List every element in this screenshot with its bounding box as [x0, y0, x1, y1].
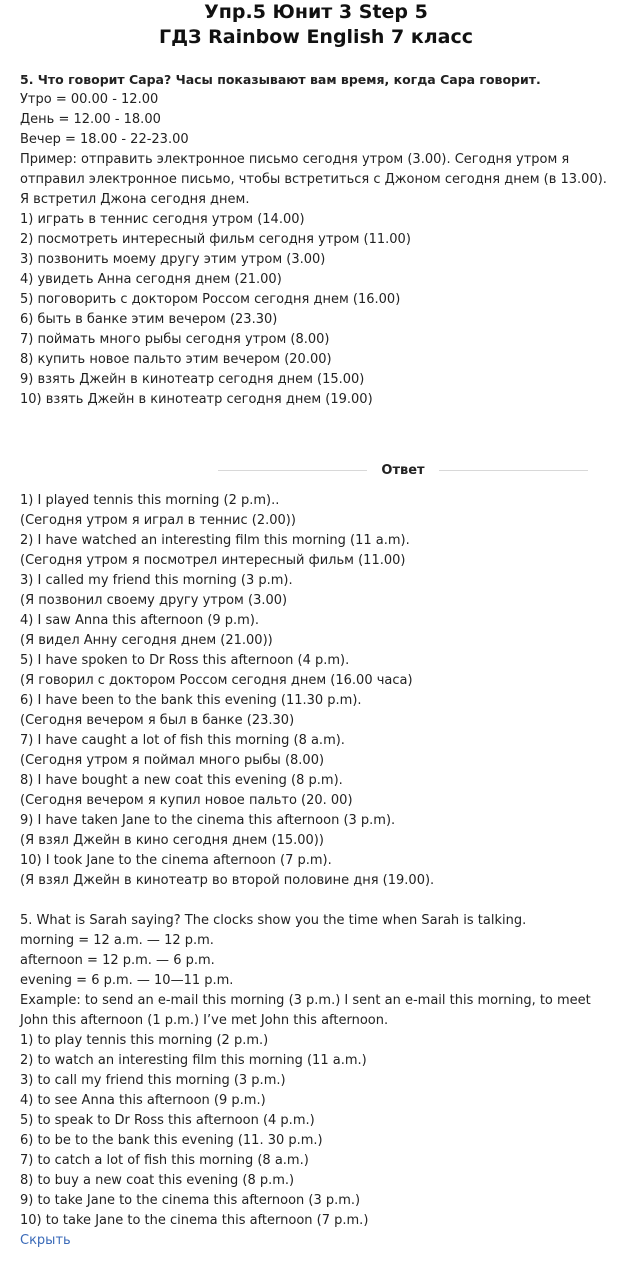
answer-line: (Сегодня вечером я был в банке (23.30): [20, 713, 295, 728]
english-def: afternoon = 12 p.m. — 6 p.m.: [20, 953, 215, 968]
answer-line: 3) I called my friend this morning (3 p.m).: [20, 573, 293, 588]
answer-line: 2) I have watched an interesting film this morning (11 a.m).: [20, 533, 410, 548]
hide-link[interactable]: Скрыть: [20, 1233, 71, 1248]
english-task-section: [20, 911, 620, 1251]
answer-line: (Я взял Джейн в кинотеатр во второй половине дня (19.00).: [20, 873, 435, 888]
answer-divider-label: Ответ: [381, 462, 425, 478]
answer-line: (Сегодня вечером я купил новое пальто (20. 00): [20, 793, 353, 808]
task-item: 4) увидеть Анна сегодня днем (21.00): [20, 272, 282, 287]
answer-line: (Сегодня утром я поймал много рыбы (8.00): [20, 753, 325, 768]
answer-line: 1) I played tennis this morning (2 p.m)..: [20, 493, 280, 508]
task-example-line: отправил электронное письмо, чтобы встретиться с Джоном сегодня днем (в 13.00).: [20, 172, 607, 187]
english-item: 9) to take Jane to the cinema this afternoon (3 p.m.): [20, 1193, 361, 1208]
answer-line: 4) I saw Anna this afternoon (9 p.m).: [20, 613, 260, 628]
task-item: 2) посмотреть интересный фильм сегодня утром (11.00): [20, 232, 411, 247]
answer-line: 6) I have been to the bank this evening (11.30 p.m).: [20, 693, 362, 708]
english-example-line: John this afternoon (1 p.m.) I’ve met John this afternoon.: [20, 1013, 389, 1028]
answer-line: 8) I have bought a new coat this evening (8 p.m).: [20, 773, 343, 788]
task-item: 6) быть в банке этим вечером (23.30): [20, 312, 278, 327]
page-title: [0, 0, 632, 50]
english-heading: 5. What is Sarah saying? The clocks show you the time when Sarah is talking.: [20, 913, 527, 928]
title-line-2: ГДЗ Rainbow English 7 класс: [158, 26, 474, 48]
title-line-1: Упр.5 Юнит 3 Step 5: [204, 1, 428, 23]
task-item: 7) поймать много рыбы сегодня утром (8.00): [20, 332, 330, 347]
english-item: 7) to catch a lot of fish this morning (8 a.m.): [20, 1153, 309, 1168]
divider-line-left: [218, 470, 367, 471]
task-item: 9) взять Джейн в кинотеатр сегодня днем (15.00): [20, 372, 365, 387]
english-item: 3) to call my friend this morning (3 p.m.): [20, 1073, 286, 1088]
task-heading: 5. Что говорит Сара? Часы показывают вам время, когда Сара говорит.: [20, 72, 541, 87]
answer-line: 10) I took Jane to the cinema afternoon (7 p.m).: [20, 853, 332, 868]
answer-line: (Сегодня утром я посмотрел интересный фильм (11.00): [20, 553, 406, 568]
task-def: Утро = 00.00 - 12.00: [20, 92, 159, 107]
task-item: 10) взять Джейн в кинотеатр сегодня днем (19.00): [20, 392, 373, 407]
answer-line: (Я видел Анну сегодня днем (21.00)): [20, 633, 273, 648]
answer-divider: [218, 460, 588, 480]
english-def: evening = 6 p.m. — 10—11 p.m.: [20, 973, 234, 988]
task-item: 8) купить новое пальто этим вечером (20.00): [20, 352, 332, 367]
task-item: 1) играть в теннис сегодня утром (14.00): [20, 212, 305, 227]
english-item: 10) to take Jane to the cinema this afternoon (7 p.m.): [20, 1213, 369, 1228]
english-item: 8) to buy a new coat this evening (8 p.m.): [20, 1173, 295, 1188]
answer-line: (Сегодня утром я играл в теннис (2.00)): [20, 513, 296, 528]
task-def: День = 12.00 - 18.00: [20, 112, 161, 127]
divider-line-right: [439, 470, 588, 471]
task-example-line: Я встретил Джона сегодня днем.: [20, 192, 250, 207]
task-example-line: Пример: отправить электронное письмо сегодня утром (3.00). Сегодня утром я: [20, 152, 570, 167]
answer-line: (Я взял Джейн в кино сегодня днем (15.00)): [20, 833, 324, 848]
answer-line: (Я говорил с доктором Россом сегодня днем (16.00 часа): [20, 673, 413, 688]
answer-line: 5) I have spoken to Dr Ross this afternoon (4 p.m).: [20, 653, 350, 668]
english-item: 5) to speak to Dr Ross this afternoon (4 p.m.): [20, 1113, 315, 1128]
answer-line: 9) I have taken Jane to the cinema this afternoon (3 p.m).: [20, 813, 396, 828]
english-item: 6) to be to the bank this evening (11. 30 p.m.): [20, 1133, 323, 1148]
answer-section: [20, 491, 620, 891]
task-item: 5) поговорить с доктором Россом сегодня днем (16.00): [20, 292, 401, 307]
answer-line: 7) I have caught a lot of fish this morning (8 a.m).: [20, 733, 345, 748]
english-example-line: Example: to send an e-mail this morning (3 p.m.) I sent an e-mail this morning, to meet: [20, 993, 591, 1008]
english-def: morning = 12 a.m. — 12 p.m.: [20, 933, 214, 948]
task-section: [20, 70, 616, 410]
english-item: 2) to watch an interesting film this morning (11 a.m.): [20, 1053, 367, 1068]
task-def: Вечер = 18.00 - 22-23.00: [20, 132, 189, 147]
answer-line: (Я позвонил своему другу утром (3.00): [20, 593, 288, 608]
english-item: 1) to play tennis this morning (2 p.m.): [20, 1033, 269, 1048]
task-item: 3) позвонить моему другу этим утром (3.00): [20, 252, 326, 267]
english-item: 4) to see Anna this afternoon (9 p.m.): [20, 1093, 266, 1108]
